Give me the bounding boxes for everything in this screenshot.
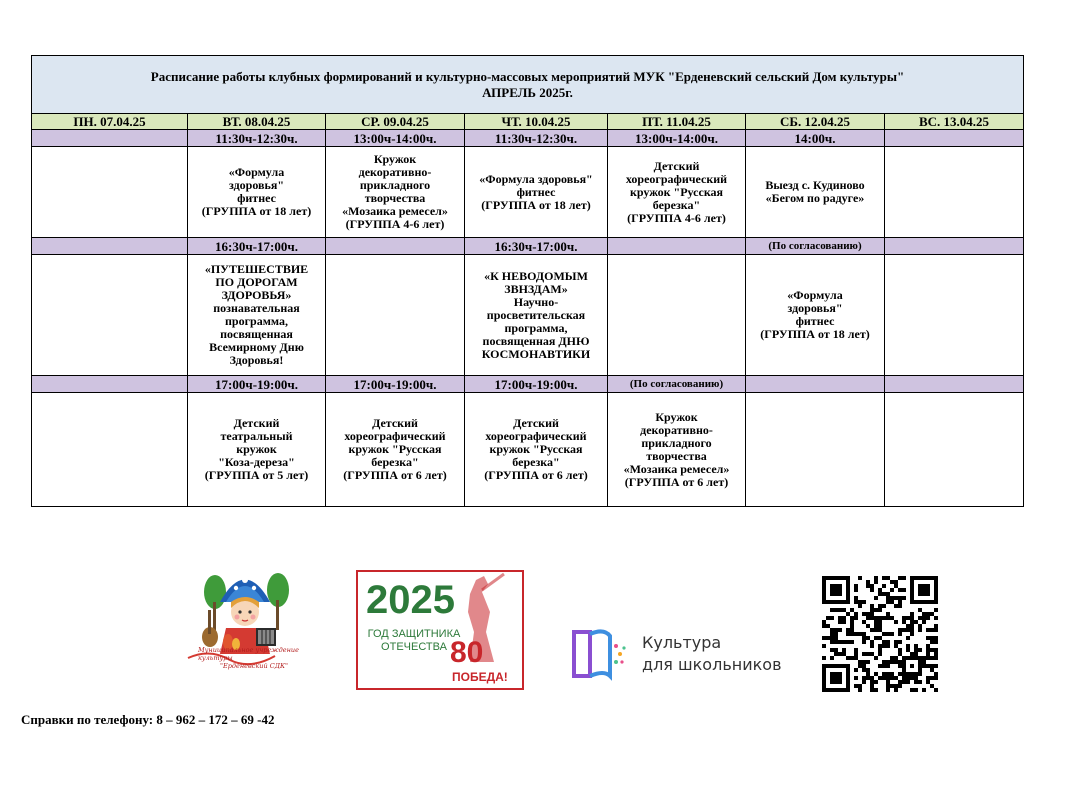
poster-victory-number: 80 <box>450 636 484 669</box>
activity-cell <box>885 393 1024 507</box>
activity-line: театральный <box>220 429 293 443</box>
activity-line: здоровья" <box>787 301 843 315</box>
activity-cell <box>465 393 608 507</box>
activity-line: кружок "Русская <box>489 442 583 456</box>
book-icon <box>570 626 630 682</box>
activity-line: декоративно- <box>358 165 432 179</box>
activity-line: хореографический <box>485 429 587 443</box>
time-cell: 11:30ч-12:30ч. <box>188 130 326 147</box>
activity-line: Кружок <box>655 409 698 424</box>
time-cell <box>32 238 188 255</box>
day-header-cell: ЧТ. 10.04.25 <box>465 114 608 130</box>
time-cell: 13:00ч-14:00ч. <box>608 130 746 147</box>
activity-cell <box>746 255 885 376</box>
activity-line: фитнес <box>237 191 276 205</box>
activity-line: кружок <box>236 442 277 456</box>
activity-line: ПО ДОРОГАМ <box>215 275 298 289</box>
activity-line: «ПУТЕШЕСТВИЕ <box>204 262 309 276</box>
activity-line: «Мозаика ремесел» <box>342 204 448 218</box>
activity-line: декоративно- <box>640 422 713 437</box>
activity-cell <box>746 393 885 507</box>
time-cell: 14:00ч. <box>746 130 885 147</box>
activity-line: Детский <box>233 416 280 430</box>
activity-line: Детский <box>372 416 418 430</box>
activity-cell <box>608 147 746 238</box>
activity-line: (ГРУППА от 18 лет) <box>481 197 591 212</box>
culture-logo-text: Культура для школьников <box>642 633 782 674</box>
activity-line: «Бегом по радуге» <box>765 191 865 205</box>
activity-line: здоровья" <box>228 178 285 192</box>
activity-line: Научно- <box>513 294 559 309</box>
activity-cell <box>608 393 746 507</box>
time-cell: 17:00ч-19:00ч. <box>188 376 326 393</box>
title-line-1: Расписание работы клубных формирований и культурно-массовых мероприятий МУК "Ерденевский сельский Дом культуры" <box>150 68 905 84</box>
year-of-defender-logo <box>356 570 524 690</box>
activity-cell <box>885 147 1024 238</box>
time-cell: 17:00ч-19:00ч. <box>465 376 608 393</box>
activity-cell <box>188 147 326 238</box>
day-header-cell: ПН. 07.04.25 <box>32 114 188 130</box>
qr-code-image <box>822 576 938 692</box>
sdk-logo-caption: Муниципальное учреждение культуры "Ерденевский СДК" <box>198 646 299 670</box>
activity-line: Кружок <box>373 152 417 166</box>
activity-line: (ГРУППА от 6 лет) <box>343 468 447 482</box>
activity-line: фитнес <box>516 184 556 199</box>
activity-line: березка" <box>652 197 701 212</box>
time-cell: 16:30ч-17:00ч. <box>465 238 608 255</box>
activity-line: «Формула <box>787 288 843 302</box>
poster-year: 2025 <box>366 578 455 622</box>
activity-cell <box>32 147 188 238</box>
time-row <box>32 130 1024 147</box>
activity-cell <box>326 255 465 376</box>
activity-line: просветительская <box>486 307 586 322</box>
time-cell: 17:00ч-19:00ч. <box>326 376 465 393</box>
activity-line: кружок "Русская <box>348 442 442 456</box>
activity-line: познавательная <box>213 301 300 315</box>
activity-cell <box>885 255 1024 376</box>
activity-line: Детский <box>653 158 700 173</box>
day-header-row <box>32 114 1024 130</box>
activity-line: кружок "Русская <box>629 184 724 199</box>
activity-line: (ГРУППА 4-6 лет) <box>627 210 726 225</box>
title-line-2: АПРЕЛЬ 2025г. <box>482 84 573 100</box>
activity-line: «К НЕВОДОМЫМ <box>484 268 588 283</box>
activity-line: программа, <box>225 314 288 328</box>
time-cell <box>32 376 188 393</box>
sdk-logo <box>180 562 310 680</box>
activity-line: (ГРУППА от 5 лет) <box>204 468 309 482</box>
poster-caption: ГОД ЗАЩИТНИКА ОТЕЧЕСТВА <box>367 628 461 653</box>
time-cell <box>32 130 188 147</box>
schedule-title <box>32 56 1024 114</box>
activity-line: (ГРУППА 4-6 лет) <box>345 217 445 231</box>
time-cell: (По согласованию) <box>608 376 746 393</box>
time-row <box>32 376 1024 393</box>
activity-cell <box>188 393 326 507</box>
activity-line: ЗДОРОВЬЯ» <box>221 288 292 302</box>
time-cell <box>326 238 465 255</box>
activity-line: прикладного <box>641 435 712 450</box>
activity-line: ЗВНЗДАМ» <box>504 281 568 296</box>
activity-line: «Мозаика ремесел» <box>623 461 730 476</box>
activity-cell <box>465 147 608 238</box>
day-header-cell: СР. 09.04.25 <box>326 114 465 130</box>
day-header-cell: ВС. 13.04.25 <box>885 114 1024 130</box>
activity-cell <box>608 255 746 376</box>
activity-line: (ГРУППА от 18 лет) <box>201 204 312 218</box>
activity-cell <box>465 255 608 376</box>
time-cell <box>885 238 1024 255</box>
activity-line: (ГРУППА от 6 лет) <box>624 474 729 489</box>
activity-cell <box>326 147 465 238</box>
activity-line: КОСМОНАВТИКИ <box>481 346 591 361</box>
activity-line: хореографический <box>344 429 446 443</box>
activity-line: "Коза-дереза" <box>218 455 295 469</box>
activity-line: березка" <box>371 455 419 469</box>
activity-cell <box>32 255 188 376</box>
time-cell <box>608 238 746 255</box>
activity-row <box>32 393 1024 507</box>
activity-line: программа, <box>504 320 568 335</box>
activity-line: хореографический <box>625 171 728 186</box>
time-cell: 13:00ч-14:00ч. <box>326 130 465 147</box>
activity-line: творчества <box>364 191 426 205</box>
activity-line: фитнес <box>795 314 835 328</box>
activity-cell <box>188 255 326 376</box>
culture-for-schoolchildren-logo <box>570 626 800 682</box>
activity-line: посвященная <box>220 327 293 341</box>
day-header-cell: СБ. 12.04.25 <box>746 114 885 130</box>
activity-line: посвященная ДНЮ <box>482 333 590 348</box>
day-header-cell: ПТ. 11.04.25 <box>608 114 746 130</box>
schedule-table <box>31 55 1024 507</box>
activity-line: Всемирному Дню <box>209 340 304 354</box>
time-row <box>32 238 1024 255</box>
time-cell: (По согласованию) <box>746 238 885 255</box>
time-cell: 16:30ч-17:00ч. <box>188 238 326 255</box>
activity-line: творчества <box>646 448 707 463</box>
activity-cell <box>32 393 188 507</box>
activity-row <box>32 147 1024 238</box>
poster-victory-word: ПОБЕДА! <box>452 670 508 684</box>
time-cell <box>885 130 1024 147</box>
activity-line: «Формула здоровья" <box>479 171 593 186</box>
time-cell <box>746 376 885 393</box>
activity-line: Детский <box>513 416 559 430</box>
activity-line: (ГРУППА от 6 лет) <box>484 468 588 482</box>
activity-cell <box>746 147 885 238</box>
day-header-cell: ВТ. 08.04.25 <box>188 114 326 130</box>
activity-row <box>32 255 1024 376</box>
activity-line: Здоровья! <box>229 353 284 367</box>
activity-line: березка" <box>512 455 560 469</box>
phone-info: Справки по телефону: 8 – 962 – 172 – 69 -42 <box>21 712 275 727</box>
activity-line: Выезд с. Кудиново <box>765 178 865 192</box>
qr-code[interactable] <box>822 576 938 692</box>
time-cell <box>885 376 1024 393</box>
activity-line: прикладного <box>359 178 431 192</box>
activity-cell <box>326 393 465 507</box>
activity-line: «Формула <box>228 165 285 179</box>
logos-strip <box>0 562 1067 702</box>
time-cell: 11:30ч-12:30ч. <box>465 130 608 147</box>
activity-line: (ГРУППА от 18 лет) <box>760 327 870 341</box>
